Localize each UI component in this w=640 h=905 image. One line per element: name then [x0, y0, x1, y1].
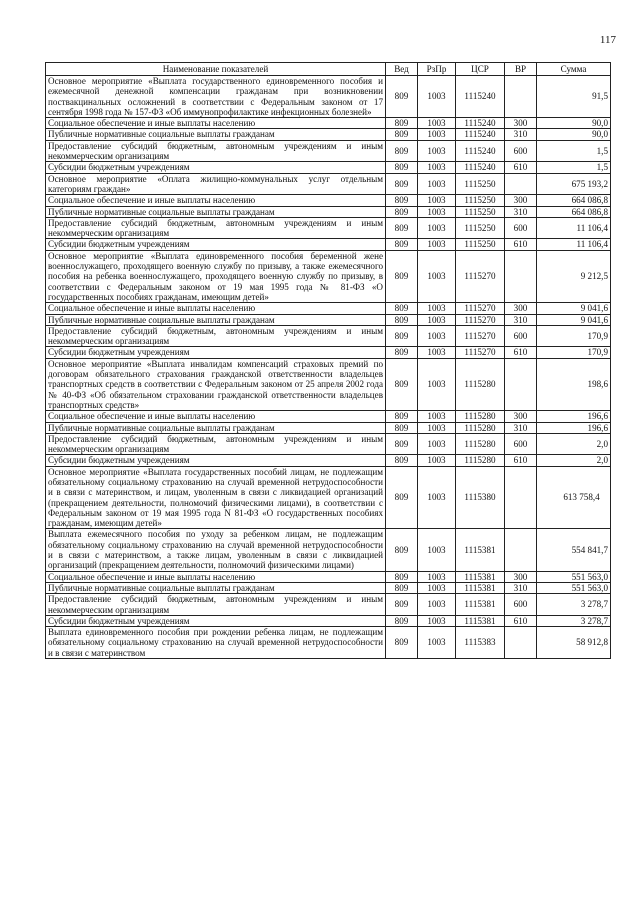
row-csr-cell: 1115383 — [456, 627, 505, 659]
row-vr-cell: 610 — [505, 162, 537, 173]
table-row — [46, 529, 611, 571]
row-csr-cell: 1115250 — [456, 195, 505, 206]
row-ved-cell: 809 — [386, 250, 418, 302]
row-rzpr-cell: 1003 — [418, 250, 456, 302]
table-row — [46, 433, 611, 455]
table-row — [46, 594, 611, 616]
row-vr-cell: 310 — [505, 582, 537, 593]
row-ved-cell: 809 — [386, 433, 418, 455]
row-rzpr-cell: 1003 — [418, 118, 456, 129]
row-rzpr-cell: 1003 — [418, 162, 456, 173]
row-csr-cell: 1115270 — [456, 347, 505, 358]
table-row — [46, 118, 611, 129]
row-ved-cell: 809 — [386, 303, 418, 314]
row-ved-cell: 809 — [386, 529, 418, 571]
row-sum-cell: 554 841,7 — [537, 529, 611, 571]
table-row — [46, 250, 611, 302]
row-sum-cell: 11 106,4 — [537, 217, 611, 239]
row-csr-cell: 1115270 — [456, 250, 505, 302]
row-rzpr-cell: 1003 — [418, 627, 456, 659]
row-sum-cell: 613 758,4 — [537, 466, 611, 529]
row-name-cell: Социальное обеспечение и иные выплаты населению — [46, 303, 386, 314]
row-rzpr-cell: 1003 — [418, 455, 456, 466]
row-ved-cell: 809 — [386, 314, 418, 325]
row-csr-cell: 1115381 — [456, 582, 505, 593]
row-rzpr-cell: 1003 — [418, 217, 456, 239]
row-csr-cell: 1115381 — [456, 594, 505, 616]
row-ved-cell: 809 — [386, 358, 418, 410]
row-csr-cell: 1115381 — [456, 615, 505, 626]
row-name-cell: Социальное обеспечение и иные выплаты населению — [46, 195, 386, 206]
table-row — [46, 347, 611, 358]
row-rzpr-cell: 1003 — [418, 433, 456, 455]
row-csr-cell: 1115280 — [456, 358, 505, 410]
row-rzpr-cell: 1003 — [418, 206, 456, 217]
row-ved-cell: 809 — [386, 627, 418, 659]
row-csr-cell: 1115250 — [456, 217, 505, 239]
row-vr-cell: 600 — [505, 217, 537, 239]
row-name-cell: Публичные нормативные социальные выплаты гражданам — [46, 422, 386, 433]
row-vr-cell: 600 — [505, 140, 537, 162]
row-rzpr-cell: 1003 — [418, 582, 456, 593]
table-row — [46, 466, 611, 529]
row-vr-cell: 300 — [505, 118, 537, 129]
row-csr-cell: 1115240 — [456, 129, 505, 140]
row-sum-cell: 9 041,6 — [537, 303, 611, 314]
row-sum-cell: 91,5 — [537, 76, 611, 118]
row-rzpr-cell: 1003 — [418, 140, 456, 162]
table-row — [46, 325, 611, 347]
table-row — [46, 162, 611, 173]
header-vr: ВР — [505, 63, 537, 76]
row-sum-cell: 90,0 — [537, 129, 611, 140]
row-name-cell: Публичные нормативные социальные выплаты гражданам — [46, 582, 386, 593]
row-name-cell: Субсидии бюджетным учреждениям — [46, 162, 386, 173]
row-sum-cell: 11 106,4 — [537, 239, 611, 250]
row-csr-cell: 1115270 — [456, 314, 505, 325]
row-vr-cell — [505, 76, 537, 118]
row-csr-cell: 1115280 — [456, 433, 505, 455]
table-row — [46, 239, 611, 250]
row-csr-cell: 1115240 — [456, 140, 505, 162]
table-body — [46, 76, 611, 659]
row-name-cell: Основное мероприятие «Выплата инвалидам компенсаций страховых премий по договорам обязательного страхования гражданской ответственности владельцев транспортных средств в соответствии с Федеральным законом от 25 апреля 2002 года № 40-ФЗ «Об обязательном страховании гражданской ответственности владельцев транспортных средств» — [46, 358, 386, 410]
table-row — [46, 206, 611, 217]
row-sum-cell: 1,5 — [537, 162, 611, 173]
table-row — [46, 358, 611, 410]
row-csr-cell: 1115240 — [456, 76, 505, 118]
row-sum-cell: 664 086,8 — [537, 206, 611, 217]
row-name-cell: Публичные нормативные социальные выплаты гражданам — [46, 206, 386, 217]
row-rzpr-cell: 1003 — [418, 173, 456, 195]
row-vr-cell — [505, 173, 537, 195]
table-row — [46, 173, 611, 195]
row-sum-cell: 2,0 — [537, 455, 611, 466]
row-csr-cell: 1115381 — [456, 529, 505, 571]
row-vr-cell: 610 — [505, 239, 537, 250]
header-row — [46, 63, 611, 76]
row-rzpr-cell: 1003 — [418, 195, 456, 206]
row-ved-cell: 809 — [386, 118, 418, 129]
row-rzpr-cell: 1003 — [418, 571, 456, 582]
row-name-cell: Субсидии бюджетным учреждениям — [46, 239, 386, 250]
row-sum-cell: 551 563,0 — [537, 571, 611, 582]
row-name-cell: Предоставление субсидий бюджетным, автономным учреждениям и иным некоммерческим организациям — [46, 217, 386, 239]
row-ved-cell: 809 — [386, 76, 418, 118]
table-row — [46, 195, 611, 206]
row-sum-cell: 675 193,2 — [537, 173, 611, 195]
row-vr-cell: 310 — [505, 314, 537, 325]
row-name-cell: Выплата ежемесячного пособия по уходу за ребенком лицам, не подлежащим обязательному социальному страхованию на случай временной нетрудоспособности и в связи с материнством, а также лицам, уволенным в связи с ликвидацией организаций (прекращением деятельности, полномочий физическими лицами) — [46, 529, 386, 571]
table-row — [46, 314, 611, 325]
row-vr-cell — [505, 466, 537, 529]
row-ved-cell: 809 — [386, 162, 418, 173]
row-vr-cell: 610 — [505, 455, 537, 466]
row-rzpr-cell: 1003 — [418, 129, 456, 140]
row-name-cell: Предоставление субсидий бюджетным, автономным учреждениям и иным некоммерческим организациям — [46, 325, 386, 347]
row-vr-cell: 300 — [505, 195, 537, 206]
row-sum-cell: 90,0 — [537, 118, 611, 129]
row-sum-cell: 196,6 — [537, 422, 611, 433]
row-ved-cell: 809 — [386, 571, 418, 582]
row-ved-cell: 809 — [386, 195, 418, 206]
row-rzpr-cell: 1003 — [418, 594, 456, 616]
header-ved: Вед — [386, 63, 418, 76]
table-row — [46, 627, 611, 659]
table-row — [46, 455, 611, 466]
row-name-cell: Основное мероприятие «Выплата государственного единовременного пособия и ежемесячной денежной компенсации гражданам при возникновении поствакцинальных осложнений в соответствии с Федеральным законом от 17 сентября 1998 года № 157-ФЗ «Об иммунопрофилактике инфекционных болезней» — [46, 76, 386, 118]
header-rzpr: РзПр — [418, 63, 456, 76]
row-ved-cell: 809 — [386, 173, 418, 195]
row-ved-cell: 809 — [386, 206, 418, 217]
row-vr-cell — [505, 250, 537, 302]
row-vr-cell: 600 — [505, 325, 537, 347]
row-rzpr-cell: 1003 — [418, 347, 456, 358]
row-rzpr-cell: 1003 — [418, 466, 456, 529]
row-rzpr-cell: 1003 — [418, 411, 456, 422]
row-vr-cell: 300 — [505, 571, 537, 582]
row-sum-cell: 58 912,8 — [537, 627, 611, 659]
row-vr-cell — [505, 358, 537, 410]
row-rzpr-cell: 1003 — [418, 325, 456, 347]
row-csr-cell: 1115250 — [456, 206, 505, 217]
row-ved-cell: 809 — [386, 466, 418, 529]
row-name-cell: Субсидии бюджетным учреждениям — [46, 615, 386, 626]
row-sum-cell: 3 278,7 — [537, 594, 611, 616]
table-row — [46, 140, 611, 162]
row-csr-cell: 1115270 — [456, 325, 505, 347]
row-ved-cell: 809 — [386, 217, 418, 239]
row-csr-cell: 1115240 — [456, 162, 505, 173]
row-vr-cell: 300 — [505, 303, 537, 314]
row-sum-cell: 9 041,6 — [537, 314, 611, 325]
row-sum-cell: 551 563,0 — [537, 582, 611, 593]
row-sum-cell: 2,0 — [537, 433, 611, 455]
row-ved-cell: 809 — [386, 325, 418, 347]
table-row — [46, 411, 611, 422]
row-vr-cell: 310 — [505, 422, 537, 433]
row-vr-cell — [505, 529, 537, 571]
row-ved-cell: 809 — [386, 411, 418, 422]
row-csr-cell: 1115380 — [456, 466, 505, 529]
row-ved-cell: 809 — [386, 594, 418, 616]
row-csr-cell: 1115280 — [456, 411, 505, 422]
row-csr-cell: 1115280 — [456, 422, 505, 433]
row-sum-cell: 170,9 — [537, 325, 611, 347]
row-name-cell: Основное мероприятие «Выплата государственных пособий лицам, не подлежащим обязательному социальному страхованию на случай временной нетрудоспособности и в связи с материнством, и лицам, уволенным в связи с ликвидацией организаций (прекращением деятельности, полномочий физическими лицами), в соответствии с Федеральным законом от 19 мая 1995 года N 81-ФЗ «О государственных пособиях гражданам, имеющим детей» — [46, 466, 386, 529]
row-name-cell: Предоставление субсидий бюджетным, автономным учреждениям и иным некоммерческим организациям — [46, 433, 386, 455]
row-vr-cell: 600 — [505, 433, 537, 455]
row-sum-cell: 3 278,7 — [537, 615, 611, 626]
page-number: 117 — [599, 34, 616, 46]
table-row — [46, 217, 611, 239]
row-sum-cell: 9 212,5 — [537, 250, 611, 302]
row-name-cell: Публичные нормативные социальные выплаты гражданам — [46, 129, 386, 140]
row-rzpr-cell: 1003 — [418, 422, 456, 433]
row-ved-cell: 809 — [386, 422, 418, 433]
row-name-cell: Публичные нормативные социальные выплаты гражданам — [46, 314, 386, 325]
row-rzpr-cell: 1003 — [418, 303, 456, 314]
header-sum: Сумма — [537, 63, 611, 76]
row-rzpr-cell: 1003 — [418, 239, 456, 250]
row-sum-cell: 196,6 — [537, 411, 611, 422]
row-rzpr-cell: 1003 — [418, 314, 456, 325]
table-row — [46, 582, 611, 593]
row-name-cell: Социальное обеспечение и иные выплаты населению — [46, 411, 386, 422]
table-row — [46, 129, 611, 140]
row-csr-cell: 1115240 — [456, 118, 505, 129]
row-ved-cell: 809 — [386, 129, 418, 140]
row-vr-cell: 300 — [505, 411, 537, 422]
table-row — [46, 303, 611, 314]
row-csr-cell: 1115250 — [456, 239, 505, 250]
row-ved-cell: 809 — [386, 239, 418, 250]
row-name-cell: Выплата единовременного пособия при рождении ребенка лицам, не подлежащим обязательному социальному страхованию на случай временной нетрудоспособности и в связи с материнством — [46, 627, 386, 659]
row-ved-cell: 809 — [386, 615, 418, 626]
row-name-cell: Предоставление субсидий бюджетным, автономным учреждениям и иным некоммерческим организациям — [46, 594, 386, 616]
row-name-cell: Социальное обеспечение и иные выплаты населению — [46, 118, 386, 129]
row-name-cell: Социальное обеспечение и иные выплаты населению — [46, 571, 386, 582]
row-name-cell: Субсидии бюджетным учреждениям — [46, 347, 386, 358]
row-vr-cell: 600 — [505, 594, 537, 616]
row-csr-cell: 1115280 — [456, 455, 505, 466]
row-sum-cell: 198,6 — [537, 358, 611, 410]
row-vr-cell: 310 — [505, 129, 537, 140]
row-vr-cell: 310 — [505, 206, 537, 217]
table-row — [46, 615, 611, 626]
budget-table — [45, 62, 611, 659]
row-name-cell: Субсидии бюджетным учреждениям — [46, 455, 386, 466]
row-ved-cell: 809 — [386, 347, 418, 358]
row-sum-cell: 1,5 — [537, 140, 611, 162]
table-header — [46, 63, 611, 76]
row-rzpr-cell: 1003 — [418, 529, 456, 571]
table-row — [46, 422, 611, 433]
row-rzpr-cell: 1003 — [418, 358, 456, 410]
row-ved-cell: 809 — [386, 140, 418, 162]
row-name-cell: Основное мероприятие «Оплата жилищно-коммунальных услуг отдельным категориям граждан» — [46, 173, 386, 195]
row-csr-cell: 1115250 — [456, 173, 505, 195]
row-vr-cell: 610 — [505, 347, 537, 358]
row-sum-cell: 170,9 — [537, 347, 611, 358]
row-csr-cell: 1115270 — [456, 303, 505, 314]
row-csr-cell: 1115381 — [456, 571, 505, 582]
table-row — [46, 76, 611, 118]
row-rzpr-cell: 1003 — [418, 76, 456, 118]
header-csr: ЦСР — [456, 63, 505, 76]
row-ved-cell: 809 — [386, 582, 418, 593]
row-name-cell: Предоставление субсидий бюджетным, автономным учреждениям и иным некоммерческим организациям — [46, 140, 386, 162]
row-name-cell: Основное мероприятие «Выплата единовременного пособия беременной жене военнослужащего, проходящего военную службу по призыву, а также ежемесячного пособия на ребенка военнослужащего, проходящего военную службу по призыву, в соответствии с Федеральным законом от 19 мая 1995 года № 81-ФЗ «О государственных пособиях гражданам, имеющим детей» — [46, 250, 386, 302]
row-rzpr-cell: 1003 — [418, 615, 456, 626]
row-vr-cell — [505, 627, 537, 659]
row-ved-cell: 809 — [386, 455, 418, 466]
row-vr-cell: 610 — [505, 615, 537, 626]
header-name: Наименование показателей — [46, 63, 386, 76]
table-row — [46, 571, 611, 582]
row-sum-cell: 664 086,8 — [537, 195, 611, 206]
